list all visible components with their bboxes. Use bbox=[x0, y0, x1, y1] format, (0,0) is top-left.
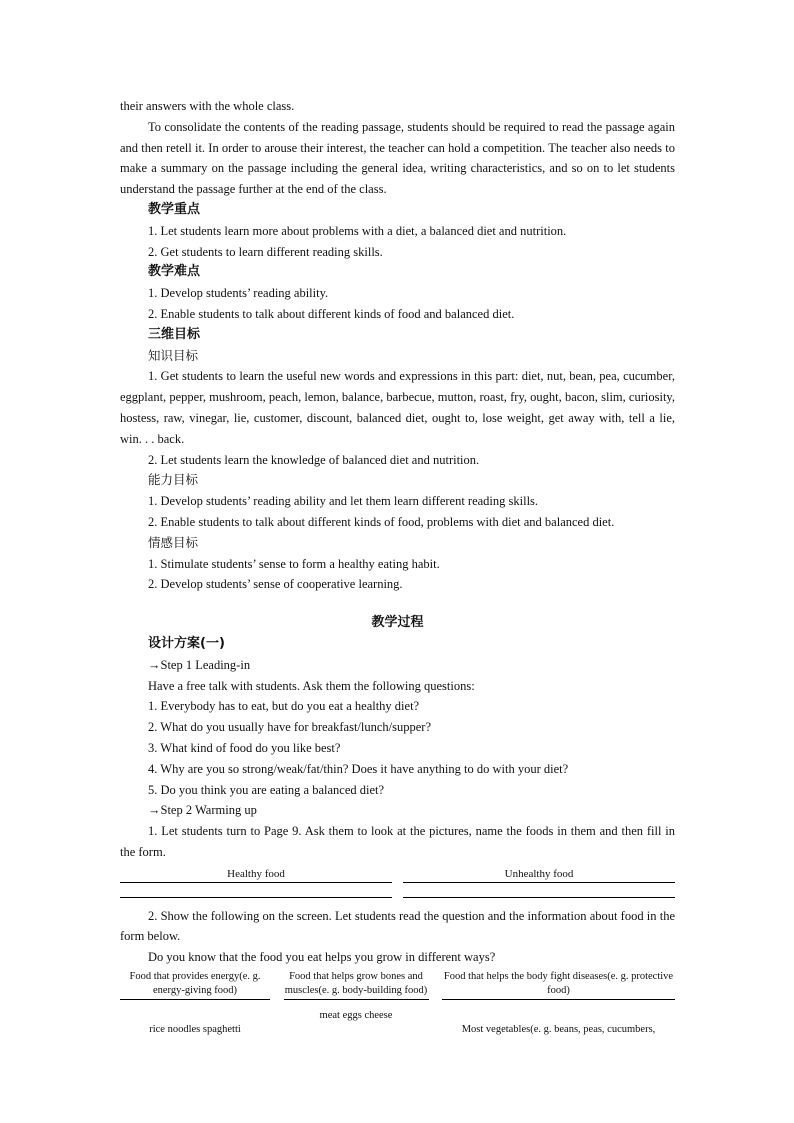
food-table-cell: Most vegetables(e. g. beans, peas, cucumbers, bbox=[461, 1024, 656, 1036]
ability-item: 2. Enable students to talk about different kinds of food, problems with diet and balanced diet. bbox=[148, 514, 615, 529]
food-table-header: Food that helps grow bones and muscles(e. g. body-building food) bbox=[284, 970, 429, 1000]
intro-line: their answers with the whole class. bbox=[120, 99, 295, 113]
question-item: 3. What kind of food do you like best? bbox=[148, 740, 341, 755]
step2-item: 1. Let students turn to Page 9. Ask them to look at the pictures, name the foods in them and then fill in the form. bbox=[120, 824, 675, 859]
question-item: 4. Why are you so strong/weak/fat/thin? Does it have anything to do with your diet? bbox=[148, 761, 569, 776]
knowledge-item: 1. Get students to learn the useful new words and expressions in this part: diet, nut, bean, pea, cucumber, eggplant, pepper, mushroom, peach, lemon, balance, barbecue, mutton, roast, fry, ought, bacon, slim, curiosity, hostess, raw, vinegar, lie, customer, discount, balanced diet, ought to, lose weight, get away with, tell a lie, win. . . back. bbox=[120, 369, 675, 446]
food-table bbox=[120, 970, 675, 1037]
question-item: 2. What do you usually have for breakfast/lunch/supper? bbox=[148, 720, 432, 735]
form-header: Unhealthy food bbox=[403, 867, 675, 883]
food-table-header: Food that provides energy(e. g. energy-giving food) bbox=[120, 970, 270, 1000]
intro-paragraph: To consolidate the contents of the reading passage, students should be required to read the passage again and then retell it. In order to arouse their interest, the teacher can hold a competition. The teacher also needs to make a summary on the passage including the general idea, writing characteristics, and so on to let students understand the passage further at the end of the class. bbox=[120, 119, 675, 197]
form-blank-cell bbox=[403, 883, 675, 898]
food-table-cell: meat eggs cheese bbox=[319, 1010, 393, 1022]
ability-heading: 能力目标 bbox=[148, 472, 199, 488]
step1-heading: →Step 1 Leading-in bbox=[148, 657, 251, 672]
difficulty-item: 1. Develop students’ reading ability. bbox=[148, 286, 329, 301]
question-item: 1. Everybody has to eat, but do you eat a healthy diet? bbox=[148, 699, 420, 714]
step2-heading: →Step 2 Warming up bbox=[148, 803, 257, 818]
document-page bbox=[120, 96, 675, 1037]
focus-item: 1. Let students learn more about problems with a diet, a balanced diet and nutrition. bbox=[148, 223, 567, 238]
food-column bbox=[120, 970, 270, 1037]
step1-intro: Have a free talk with students. Ask them the following questions: bbox=[148, 678, 475, 693]
ability-item: 1. Develop students’ reading ability and let them learn different reading skills. bbox=[148, 494, 539, 509]
emotion-heading: 情感目标 bbox=[148, 534, 199, 550]
difficulty-heading: 教学难点 bbox=[148, 264, 201, 280]
process-title: 教学过程 bbox=[371, 615, 424, 631]
form-column bbox=[403, 867, 675, 898]
food-column bbox=[284, 970, 429, 1037]
plan-heading: 设计方案(一) bbox=[148, 635, 225, 651]
difficulty-item: 2. Enable students to talk about different kinds of food and balanced diet. bbox=[148, 306, 515, 321]
form-column bbox=[120, 867, 392, 898]
question-line: Do you know that the food you eat helps you grow in different ways? bbox=[148, 950, 496, 965]
food-column bbox=[442, 970, 675, 1037]
step2-item: 2. Show the following on the screen. Let students read the question and the information about food in the form below. bbox=[120, 908, 675, 944]
focus-heading: 教学重点 bbox=[148, 201, 201, 217]
emotion-item: 2. Develop students’ sense of cooperative learning. bbox=[148, 577, 403, 592]
food-table-header: Food that helps the body fight diseases(e. g. protective food) bbox=[442, 970, 675, 1000]
form-blank-cell bbox=[120, 883, 392, 898]
emotion-item: 1. Stimulate students’ sense to form a healthy eating habit. bbox=[148, 556, 440, 571]
objectives-heading: 三维目标 bbox=[148, 326, 201, 342]
focus-item: 2. Get students to learn different reading skills. bbox=[148, 244, 383, 259]
knowledge-heading: 知识目标 bbox=[148, 347, 199, 363]
healthy-unhealthy-form bbox=[120, 867, 675, 898]
food-table-cell: rice noodles spaghetti bbox=[149, 1024, 241, 1036]
form-header: Healthy food bbox=[120, 867, 392, 883]
knowledge-item: 2. Let students learn the knowledge of balanced diet and nutrition. bbox=[148, 452, 480, 467]
question-item: 5. Do you think you are eating a balanced diet? bbox=[148, 782, 385, 797]
